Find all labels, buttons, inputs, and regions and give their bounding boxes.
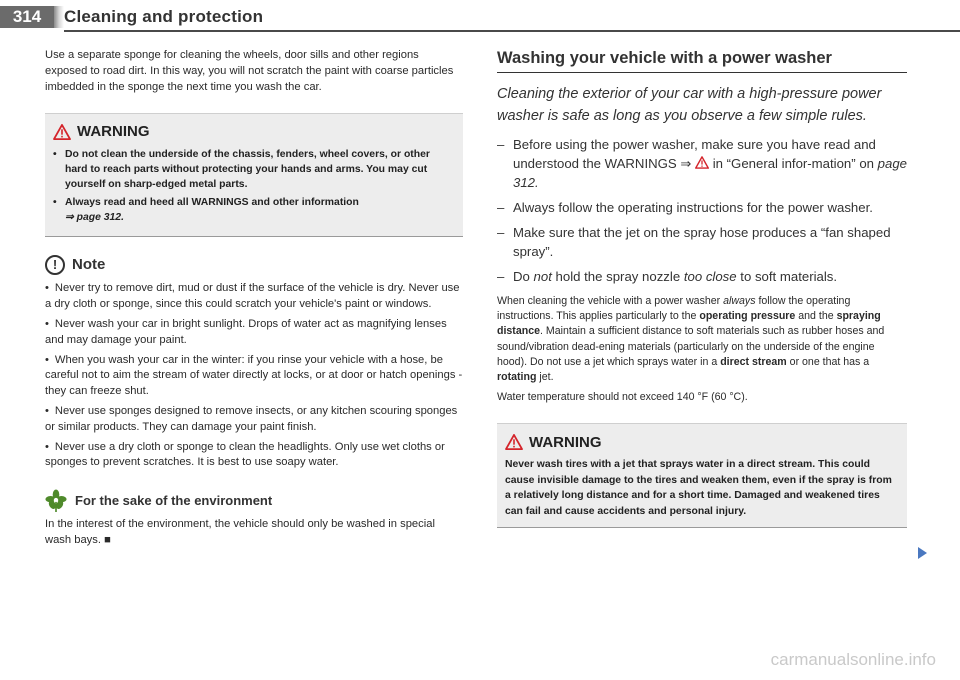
steps-list <box>497 135 907 286</box>
next-page-arrow-icon[interactable] <box>918 547 927 559</box>
warning-triangle-icon <box>695 156 709 169</box>
right-column <box>497 48 907 528</box>
page-reference: ⇒ page 312. <box>65 212 124 224</box>
warning-heading <box>505 434 899 450</box>
warning-box-left <box>45 113 463 237</box>
page-number: 314 <box>0 6 54 28</box>
environment-text: In the interest of the environment, the vehicle should only be washed in special wash bays. ■ <box>45 518 435 546</box>
note-item: • Never use a dry cloth or sponge to clean the headlights. Only use wet cloths or sponges to prevent scratches. It is best to use soapy water. <box>45 440 445 469</box>
warning-triangle-icon <box>505 434 523 450</box>
temperature-paragraph: Water temperature should not exceed 140 °F (60 °C). <box>497 391 748 404</box>
warning-item <box>53 195 455 225</box>
warning-title: WARNING <box>77 123 150 141</box>
step-item: – Always follow the operating instructions for the power washer. <box>497 198 907 217</box>
end-mark: ■ <box>104 533 111 546</box>
section-heading: Washing your vehicle with a power washer <box>497 49 832 67</box>
note-list <box>45 281 463 471</box>
warning-box-right <box>497 423 907 528</box>
left-column <box>45 48 463 549</box>
heading-rule <box>497 72 907 73</box>
environment-heading <box>45 489 463 513</box>
intro-paragraph: Use a separate sponge for cleaning the wheels, door sills and other regions exposed to road dirt. In this way, you will not scratch the paint with coarse particles imbedded in the sponge the next time you wash the car. <box>45 49 454 93</box>
note-item: • Never wash your car in bright sunlight. Drops of water act as magnifying lenses and may damage your paint. <box>45 317 447 346</box>
note-item: • When you wash your car in the winter: if you rinse your vehicle with a hose, be careful not to aim the stream of water directly at locks, or at door or hatch openings - they can freeze shut. <box>45 353 463 398</box>
warning-heading <box>53 124 455 140</box>
power-washer-paragraph: When cleaning the vehicle with a power washer always follow the operating instructions. This applies particularly to the operating pressure and the spraying distance. Maintain a sufficient distance to soft materials such as rubber hoses and sound/vibration dead-ening materials (particularly on the underside of the engine hood). Do not use a jet which sprays water in a direct stream or one that has a rotating jet. <box>497 295 885 384</box>
warning-list <box>53 147 455 225</box>
warning-text: Never wash tires with a jet that sprays water in a direct stream. This could cause invisible damage to the tires and weaken them, even if the spray is from a relatively long distance and for a short time. Damaged and weakened tires can fail and cause accidents and personal injury. <box>505 459 892 517</box>
step-item: – Before using the power washer, make sure you have read and understood the WARNINGS ⇒ in “General infor-mation” on page 312. <box>497 135 907 192</box>
warning-triangle-icon <box>53 124 71 140</box>
section-title: Cleaning and protection <box>64 7 264 26</box>
header-rule <box>64 30 960 32</box>
step-item: – Make sure that the jet on the spray hose produces a “fan shaped spray”. <box>497 223 907 261</box>
note-title: Note <box>72 256 106 274</box>
watermark: carmanualsonline.info <box>770 650 936 669</box>
warning-item: • Do not clean the underside of the chassis, fenders, wheel covers, or other hard to reach parts without protecting your hands and arms. You may cut yourself on sharp-edged metal parts. <box>53 147 455 192</box>
leaf-icon <box>45 489 67 513</box>
note-heading <box>45 255 463 275</box>
warning-title: WARNING <box>529 433 602 451</box>
environment-title: For the sake of the environment <box>75 493 273 509</box>
note-item: • Never use sponges designed to remove insects, or any kitchen scouring sponges or similar products. They can damage your paint finish. <box>45 404 458 433</box>
warning-item-text: Always read and heed all WARNINGS and other information <box>65 197 359 209</box>
page-reference: page 312. <box>513 156 908 190</box>
section-intro: Cleaning the exterior of your car with a high-pressure power washer is safe as long as you observe a few simple rules. <box>497 86 882 124</box>
exclamation-circle-icon: ! <box>45 255 65 275</box>
note-item: • Never try to remove dirt, mud or dust if the surface of the vehicle is dry. Never use a dry cloth or sponge, since this could scratch your vehicle's paint or windows. <box>45 282 460 311</box>
step-item: – Do not hold the spray nozzle too close to soft materials. <box>497 267 907 286</box>
